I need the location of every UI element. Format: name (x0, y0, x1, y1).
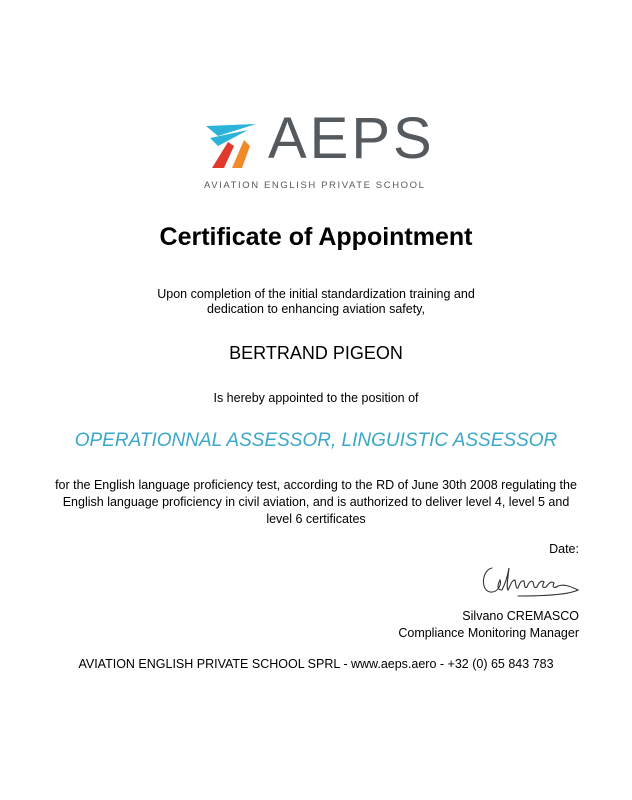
signer-title: Compliance Monitoring Manager (398, 626, 579, 640)
recipient-name: BERTRAND PIGEON (229, 343, 403, 363)
body-line-1: for the English language proficiency test, according to the RD of June 30th 2008 regulating the (55, 478, 577, 492)
intro-line-1: Upon completion of the initial standardization training and (157, 287, 475, 301)
position-title: OPERATIONNAL ASSESSOR, LINGUISTIC ASSESSOR (74, 430, 558, 451)
appointment-line: Is hereby appointed to the position of (213, 391, 419, 405)
signer-block (398, 608, 579, 642)
footer-contact: AVIATION ENGLISH PRIVATE SCHOOL SPRL - www.aeps.aero - +32 (0) 65 843 783 (78, 657, 554, 671)
signer-name: Silvano CREMASCO (462, 609, 579, 623)
logo-subtitle: AVIATION ENGLISH PRIVATE SCHOOL (204, 180, 426, 191)
intro-line-2: dedication to enhancing aviation safety, (207, 302, 425, 316)
intro-text (0, 287, 632, 317)
signature-image (478, 560, 586, 600)
body-line-3: level 6 certificates (266, 512, 366, 526)
body-text (30, 477, 602, 528)
aeps-logo (204, 106, 435, 194)
date-label: Date: (549, 542, 579, 556)
body-line-2: English language proficiency in civil aviation, and is authorized to deliver level 4, level 5 and (62, 495, 570, 509)
aeps-plane-icon (204, 122, 264, 170)
certificate-title: Certificate of Appointment (159, 223, 473, 251)
logo-wordmark: AEPS (268, 106, 435, 171)
